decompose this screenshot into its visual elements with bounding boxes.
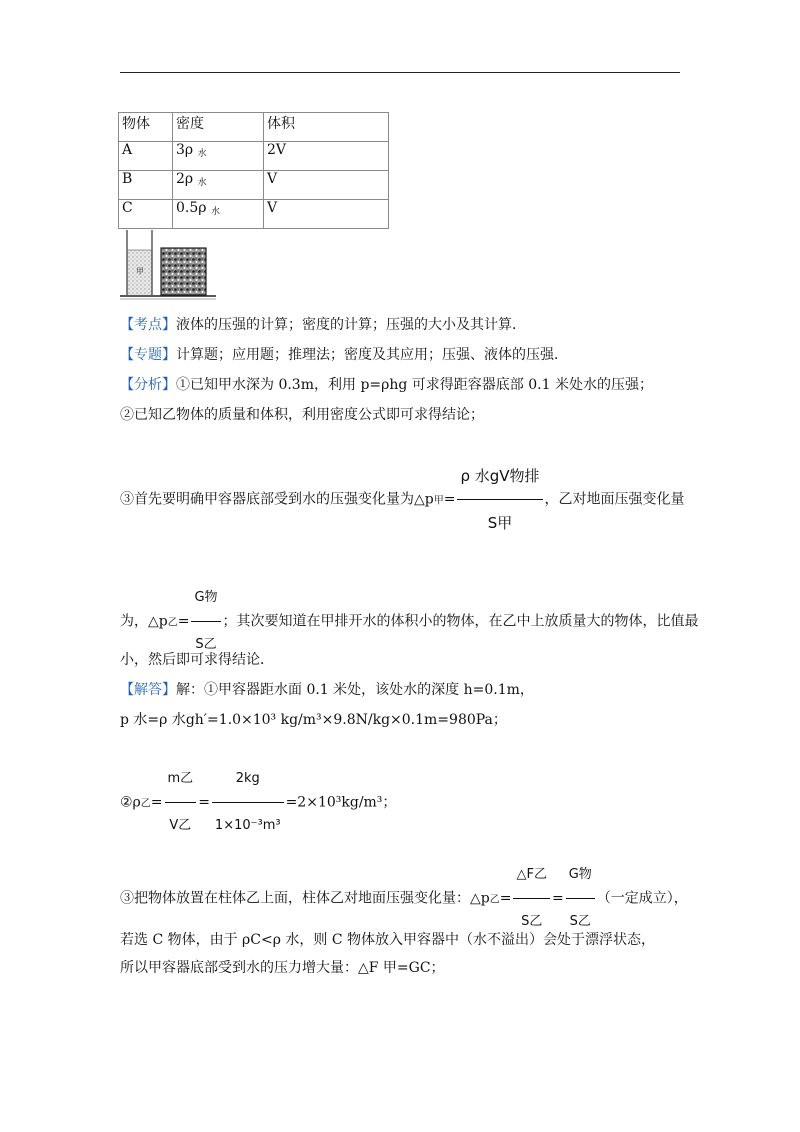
fenxi-line-5: 小，然后即可求得结论． <box>120 652 274 668</box>
cell-density: 3ρ $_水$ <box>173 142 264 171</box>
cell-object: B <box>119 171 173 200</box>
fraction: $\frac{\text{G物}}{\text{S乙}}$ <box>566 853 595 944</box>
cell-volume: V <box>264 200 389 229</box>
cell-volume: 2V <box>264 142 389 171</box>
cell-density: 2ρ $_水$ <box>173 171 264 200</box>
fenxi-line-4: 为，△p乙= $\frac{\text{G物}}{\text{S乙}}$ ；其次要知道在甲排开水的体积小的物体，在乙中上放质量大的物体，比值最 <box>120 576 699 667</box>
fenxi-tag: 【分析】 <box>120 377 176 393</box>
zhuanti-line: 【专题】计算题；应用题；推理法；密度及其应用；压强、液体的压强． <box>120 347 568 363</box>
zhuanti-tag: 【专题】 <box>120 347 176 363</box>
fraction: $\frac{2kg}{\text{1×10⁻³m³}}$ <box>212 757 284 848</box>
jieda-line-1: 【解答】解：①甲容器距水面 0.1 米处，该处水的深度 h=0.1m， <box>120 682 534 698</box>
jieda-line-6: 所以甲容器底部受到水的压力增大量：△F 甲=GC； <box>120 960 445 976</box>
header-density: 密度 <box>173 113 264 142</box>
cell-object: C <box>119 200 173 229</box>
cell-object: A <box>119 142 173 171</box>
properties-table <box>118 112 389 229</box>
jieda-line-5: 若选 C 物体，由于 ρC<ρ 水，则 C 物体放入甲容器中（水不溢出）会处于漂浮状态， <box>120 932 656 948</box>
header-rule <box>120 72 680 73</box>
jieda-tag: 【解答】 <box>120 682 176 698</box>
jieda-line-2: p 水=ρ 水gh′=1.0×10³ kg/m³×9.8N/kg×0.1m=980Pa； <box>120 712 507 728</box>
table-header-row <box>119 113 389 142</box>
fenxi-line-2: ②已知乙物体的质量和体积，利用密度公式即可求得结论； <box>120 407 484 423</box>
fraction: $\frac{\text{△F乙}}{\text{S乙}}$ <box>513 853 549 944</box>
header-object: 物体 <box>119 113 173 142</box>
cell-volume: V <box>264 171 389 200</box>
jieda-line-4: ③把物体放置在柱体乙上面，柱体乙对地面压强变化量：△p乙= $\frac{\text{△F乙}}{\text{S乙}}$ = $\frac{\text{G物}}{\text{S乙}}$ （一定成立）， <box>120 853 688 944</box>
table-row <box>119 171 389 200</box>
kaodian-line: 【考点】液体的压强的计算；密度的计算；压强的大小及其计算． <box>120 317 526 333</box>
jieda-line-3: ②ρ乙= $\frac{\text{m乙}}{\text{V乙}}$ = $\frac{2kg}{\text{1×10⁻³m³}}$ =2×10³kg/m³； <box>120 757 396 848</box>
container-figure <box>120 228 216 304</box>
fraction: $\frac{\text{ρ 水gV物排}}{\text{S甲}}$ <box>457 454 542 545</box>
fraction: $\frac{\text{G物}}{\text{S乙}}$ <box>191 576 220 667</box>
kaodian-tag: 【考点】 <box>120 317 176 333</box>
container-label: 甲 <box>136 267 144 276</box>
table-row <box>119 200 389 229</box>
cell-density: 0.5ρ $_水$ <box>173 200 264 229</box>
fenxi-line-1: 【分析】①已知甲水深为 0.3m，利用 p=ρhg 可求得距容器底部 0.1 米处水的压强； <box>120 377 653 393</box>
table-row <box>119 142 389 171</box>
fraction: $\frac{\text{m乙}}{\text{V乙}}$ <box>165 757 197 848</box>
header-volume: 体积 <box>264 113 389 142</box>
fenxi-line-3: ③首先要明确甲容器底部受到水的压强变化量为△p甲= $\frac{\text{ρ 水gV物排}}{\text{S甲}}$ ，乙对地面压强变化量 <box>120 454 685 545</box>
